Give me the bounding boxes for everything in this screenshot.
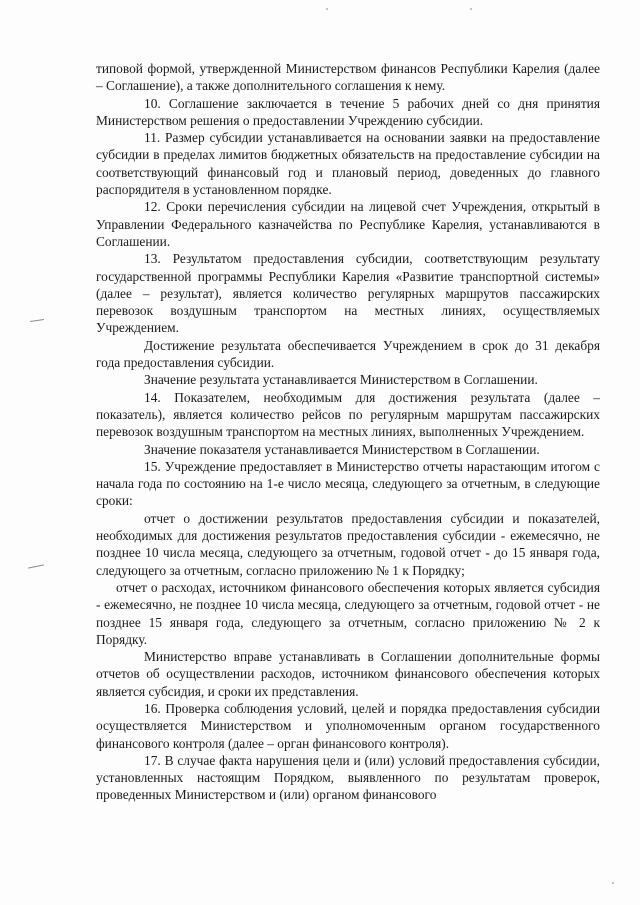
paragraph-13-value: Значение результата устанавливается Министерством в Соглашении. <box>144 372 538 388</box>
paragraph-15-additional-forms: Министерство вправе устанавливать в Соглашении дополнительные формы отчетов об осуществлении расходов, источником финансового обеспечения которых является субсидия, и сроки их представления. <box>96 649 600 699</box>
paragraph-17: 17. В случае факта нарушения цели и (или) условий предоставления субсидии, установленных настоящим Порядком, выявленного по результатам проверок, проведенных Министерством и (или) органом финансового <box>96 752 600 803</box>
paragraph-13-deadline: Достижение результата обеспечивается Учреждением в срок до 31 декабря года предоставления субсидии. <box>96 337 600 371</box>
scan-speck <box>612 882 614 884</box>
document-body <box>96 60 600 804</box>
paragraph-14: 14. Показателем, необходимым для достижения результата (далее – показатель), является количество рейсов по регулярным маршрутам пассажирских перевозок воздушным транспортом на местных линиях, выполненных Учреждением. <box>96 389 600 440</box>
paragraph-15-report-results: отчет о достижении результатов предоставления субсидии и показателей, необходимых для достижения результатов предоставления субсидии - ежемесячно, не позднее 10 числа месяца, следующего за отчетным, годовой отчет - до 15 января года, следующего за отчетным, согласно приложению № 1 к Порядку; <box>96 510 600 578</box>
paragraph-12: 12. Сроки перечисления субсидии на лицевой счет Учреждения, открытый в Управлении Федерального казначейства по Республике Карелия, устанавливаются в Соглашении. <box>96 199 600 249</box>
paragraph-16: 16. Проверка соблюдения условий, целей и порядка предоставления субсидии осуществляется Министерством и уполномоченным органом государственного финансового контроля (далее – орган финансового контроля). <box>96 700 600 751</box>
paragraph-15: 15. Учреждение предоставляет в Министерство отчеты нарастающим итогом с начала года по состоянию на 1-е число месяца, следующего за отчетным, в следующие сроки: <box>96 458 600 509</box>
paragraph-13: 13. Результатом предоставления субсидии, соответствующим результату государственной программы Республики Карелия «Развитие транспортной системы» (далее – результат), является количество регулярных маршрутов пассажирских перевозок воздушным транспортом на местных линиях, осуществляемых Учреждением. <box>96 251 600 336</box>
margin-mark <box>28 564 44 568</box>
paragraph-15-report-expenses: отчет о расходах, источником финансового обеспечения которых является субсидия - ежемесячно, не позднее 10 числа месяца, следующего за отчетным, годовой отчет - не позднее 15 января года, следующего за отчетным, согласно приложению № 2 к Порядку. <box>96 579 600 647</box>
scan-speck <box>326 8 328 10</box>
paragraph-14-value: Значение показателя устанавливается Министерством в Соглашении. <box>144 441 540 457</box>
paragraph-10: 10. Соглашение заключается в течение 5 рабочих дней со дня принятия Министерством решения о предоставлении Учреждению субсидии. <box>96 95 600 128</box>
paragraph-continuation: типовой формой, утвержденной Министерством финансов Республики Карелия (далее – Соглашение), а также дополнительного соглашения к нему. <box>96 61 600 94</box>
paragraph-11: 11. Размер субсидии устанавливается на основании заявки на предоставление субсидии в пределах лимитов бюджетных обязательств на предоставление субсидии на соответствующий финансовый год и плановый период, доведенных до главного распорядителя в установленном порядке. <box>96 130 600 198</box>
margin-mark <box>30 319 44 322</box>
scan-speck <box>470 8 472 10</box>
